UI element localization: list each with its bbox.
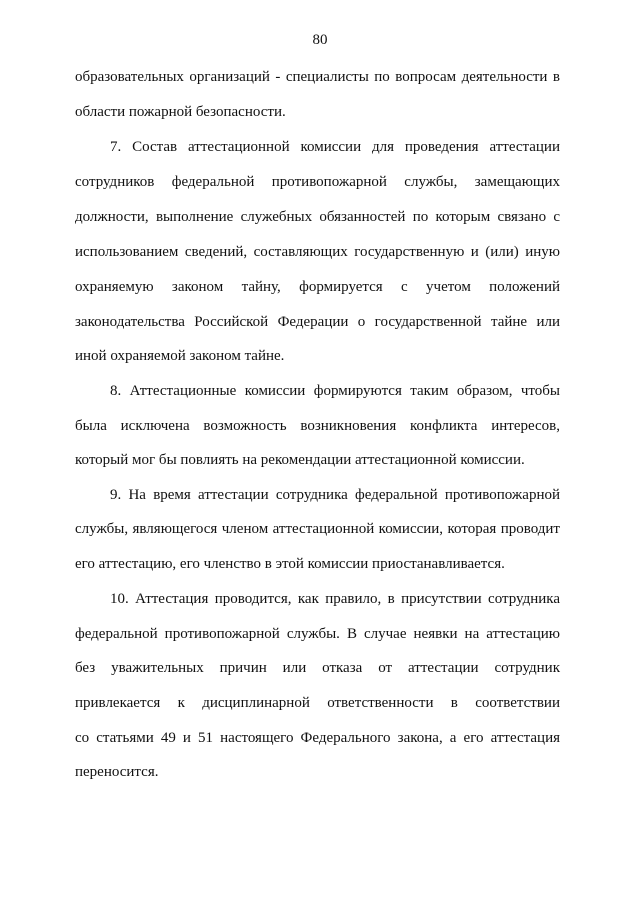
text-line: службы, являющегося членом аттестационной комиссии, которая проводит [75,521,560,537]
text-line: привлекается к дисциплинарной ответственности в соответствии [75,695,560,711]
text-line: 8. Аттестационные комиссии формируются таким образом, чтобы [110,383,560,399]
text-line: законодательства Российской Федерации о государственной тайне или [75,314,560,330]
text-line: сотрудников федеральной противопожарной службы, замещающих [75,174,560,190]
page-number: 80 [312,32,328,48]
text-line: образовательных организаций - специалисты по вопросам деятельности в [75,69,560,85]
text-line: переносится. [75,764,159,780]
text-line: была исключена возможность возникновения конфликта интересов, [75,418,560,434]
text-line: области пожарной безопасности. [75,104,286,120]
text-line: который мог бы повлиять на рекомендации аттестационной комиссии. [75,452,525,468]
text-line: со статьями 49 и 51 настоящего Федерального закона, а его аттестация [75,730,560,746]
text-line: его аттестацию, его членство в этой комиссии приостанавливается. [75,556,505,572]
text-line: иной охраняемой законом тайне. [75,348,285,364]
text-line: 10. Аттестация проводится, как правило, в присутствии сотрудника [110,591,560,607]
text-line: 7. Состав аттестационной комиссии для проведения аттестации [110,139,560,155]
text-line: охраняемую законом тайну, формируется с учетом положений [75,279,560,295]
text-line: федеральной противопожарной службы. В случае неявки на аттестацию [75,626,560,642]
text-line: должности, выполнение служебных обязанностей по которым связано с [75,209,560,225]
text-line: без уважительных причин или отказа от аттестации сотрудник [75,660,560,676]
text-line: 9. На время аттестации сотрудника федеральной противопожарной [110,487,560,503]
text-line: использованием сведений, составляющих государственную и (или) иную [75,244,560,260]
